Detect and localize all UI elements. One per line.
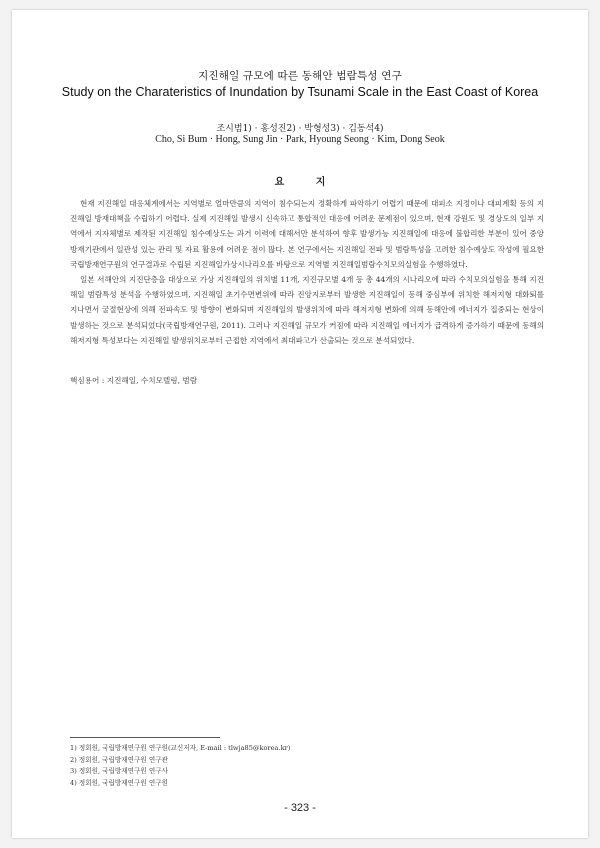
page-number: - 323 - — [284, 802, 316, 814]
title-korean: 지진해일 규모에 따른 동해안 범람특성 연구 — [198, 70, 402, 82]
footnote-4: 4) 정회원, 국립방재연구원 연구원 — [70, 778, 168, 787]
abstract-body — [70, 196, 544, 348]
footnote-divider — [70, 737, 220, 738]
footnotes — [70, 743, 544, 789]
authors-english: Cho, Si Bum · Hong, Sung Jin · Park, Hyoung Seong · Kim, Dong Seok — [155, 134, 445, 145]
authors-korean: 조시범1) · 홍성진2) · 박형성3) · 김동석4) — [216, 124, 384, 134]
footnote-3: 3) 정회원, 국립방재연구원 연구사 — [70, 767, 168, 775]
keywords: 핵심용어 : 지진해일, 수치모델링, 범람 — [70, 376, 198, 385]
paper-page — [12, 10, 588, 838]
abstract-heading: 요 지 — [274, 177, 340, 188]
footnote-1: 1) 정회원, 국립방재연구원 연구원(교신저자, E-mail : tlwja85@korea.kr) — [70, 744, 291, 752]
abstract-paragraph-1: 현재 지진해일 대응체계에서는 지역별로 얼마만큼의 지역이 침수되는지 정확하게 파악하기 어렵기 때문에 대피소 지정이나 대피계획 등의 지진해일 방재대책을 수립하기 어렵다. 실제 지진해일 발생시 신속하고 통합적인 대응에 어려운 문제점이 있으며, 현재 강원도 및 경상도의 일부 지역에서 지자체별로 제작된 지진해일 침수예상도는 과거 이력에 대해서만 분석하여 향후 발생가능 지진해일에 대응에 불합리한 부분이 있어 중앙방재기관에서 일관성 있는 관리 및 자료 활용에 어려운 점이 많다. 본 연구에서는 지진해일 전파 및 범람특성을 고려한 침수예상도 작성에 필요한 국립방재연구원의 연구결과로 수립된 지진해일가상시나리오를 바탕으로 지역별 지진해일범람수치모의실험을 수행하였다. — [70, 199, 544, 269]
abstract-paragraph-2: 일본 서해안의 지진단층을 대상으로 가상 지진해일의 위치별 11개, 지진규모별 4개 등 총 44개의 시나리오에 따라 수치모의실험을 통해 지진해일 범람특성 분석을 수행하였으며, 지진해일 초기수면변위에 따라 진앙지로부터 발생한 지진해일이 동해 중심부에 위치한 해저지형 대화퇴를 지나면서 굴절현상에 의해 전파속도 및 방향이 변화되며 지진해일의 발생위치에 따라 해저지형 변화에 의해 동해안에 에너지가 집중되는 현상이 발생하는 것으로 분석되었다(국립방재연구원, 2011). 그러나 지진해일 규모가 커짐에 따라 지진해일 에너지가 급격하게 증가하기 때문에 동해의 해저지형 특성보다는 지진해일 발생위치로부터 근접한 지역에서 최대파고가 산출되는 것으로 분석되었다. — [70, 275, 544, 345]
title-english: Study on the Charateristics of Inundation by Tsunami Scale in the East Coast of Korea — [61, 85, 539, 99]
footnote-2: 2) 정회원, 국립방재연구원 연구관 — [70, 755, 168, 764]
